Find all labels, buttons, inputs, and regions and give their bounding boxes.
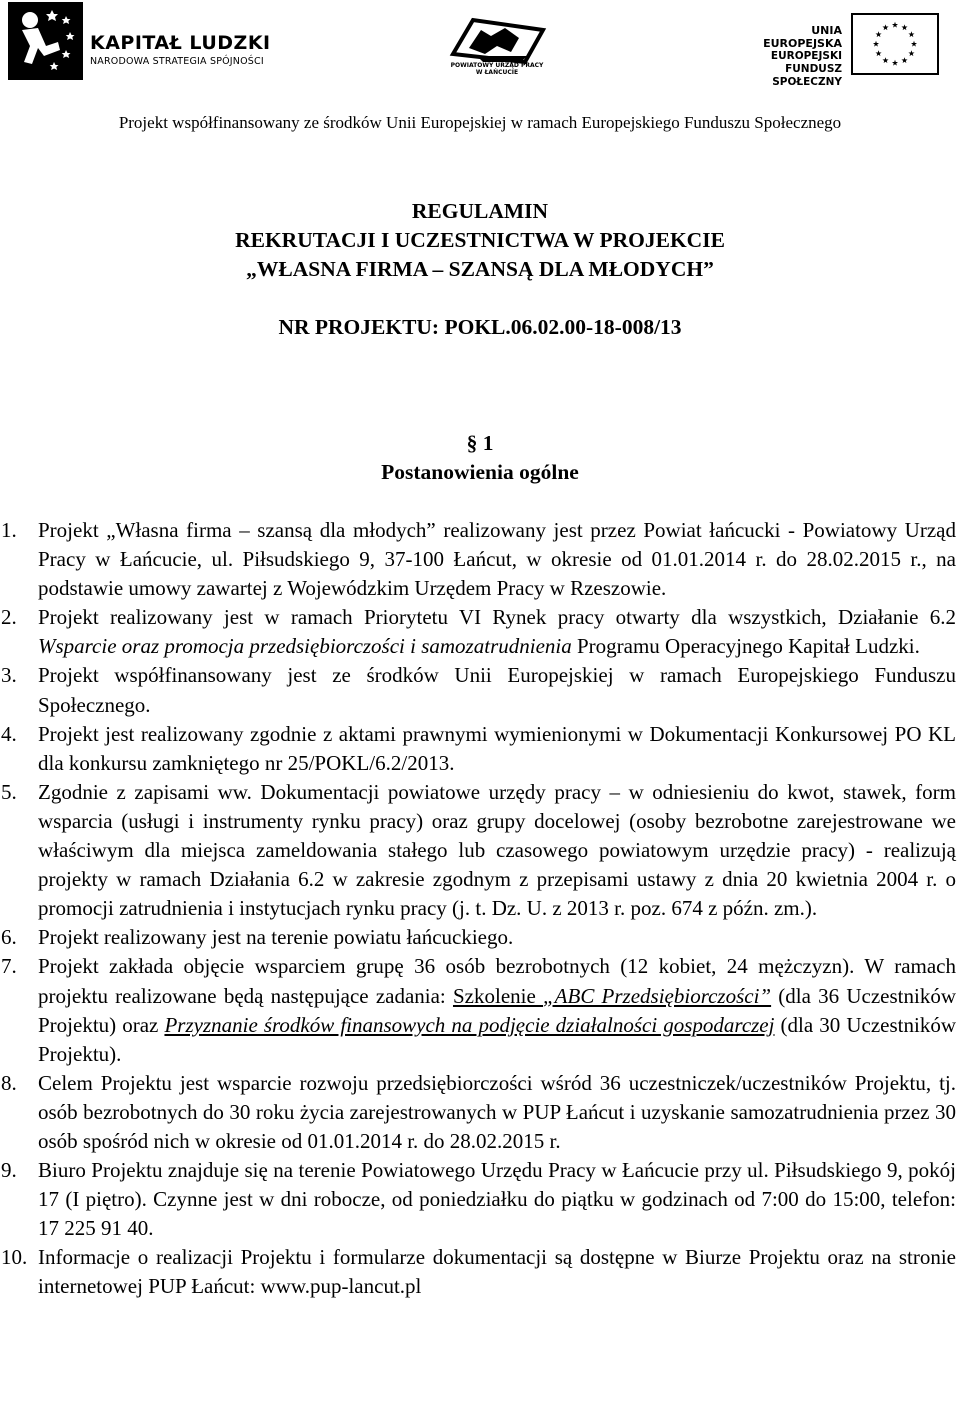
project-number: NR PROJEKTU: POKL.06.02.00-18-008/13 (278, 315, 682, 339)
item-text: Informacje o realizacji Projektu i formularze dokumentacji są dostępne w Biurze Projektu oraz na stronie internetowej PUP Łańcut: www.pup-lancut.pl (38, 1245, 956, 1299)
item-number: 6. (1, 925, 17, 950)
item-number: 8. (1, 1070, 17, 1095)
doc-title-line-3: „WŁASNA FIRMA – SZANSĄ DLA MŁODYCH” (246, 257, 714, 281)
pup-logo-text: POWIATOWY URZĄD PRACY W ŁAŃCUCIE (450, 62, 544, 76)
cofinancing-note: Projekt współfinansowany ze środków Unii Europejskiej w ramach Europejskiego Funduszu Społecznego (118, 113, 842, 132)
item-number: 2. (1, 605, 17, 630)
item-text: Projekt realizowany jest w ramach Priorytetu VI Rynek pracy otwarty dla wszystkich, Działanie 6.2 (38, 605, 956, 630)
section-symbol: § 1 (466, 431, 494, 455)
list-item (0, 923, 960, 952)
item-number: 3. (1, 663, 17, 688)
item-text: Celem Projektu jest wsparcie rozwoju przedsiębiorczości wśród 36 uczestniczek/uczestników Projektu, tj. osób bezrobotnych do 30 roku życia zarejestrowanych w PUP Łańcut i uzyskanie samozatrudnienia przez 30 osób spośród nich w okresie od 01.01.2014 r. do 28.02.2015 r. (38, 1070, 956, 1153)
item-number: 7. (1, 954, 17, 979)
list-item (0, 603, 960, 661)
item-text: Zgodnie z zapisami ww. Dokumentacji powiatowe urzędy pracy – w odniesieniu do kwot, stawek, form wsparcia (usługi i instrumenty rynku pracy) oraz grupy docelowej (osoby bezrobotne zarejestrowane we właściwym dla miejsca zameldowania stałego lub czasowego powiatowym urzędzie pracy) - realizują projekty w ramach Działania 6.2 w zakresie zgodnym z przepisami ustawy z dnia 20 kwietnia 2004 r. o promocji zatrudnienia i instytucjach rynku pracy (j. t. Dz. U. z 2013 r. poz. 674 z późn. zm.). (38, 779, 956, 921)
list-item (0, 720, 960, 778)
list-item (0, 952, 960, 1068)
item-text: Projekt „Własna firma – szansą dla młodych” realizowany jest przez Powiat łańcucki - Powiatowy Urząd Pracy w Łańcucie, ul. Piłsudskiego 9, 37-100 Łańcut, w okresie od 01.01.2014 r. do 28.02.2015 r., na podstawie umowy zawartej z Wojewódzkim Urzędem Pracy w Rzeszowie. (38, 518, 956, 601)
list-item (0, 661, 960, 719)
list-item (0, 1069, 960, 1156)
list-item (0, 778, 960, 923)
item-text: Biuro Projektu znajduje się na terenie Powiatowego Urzędu Pracy w Łańcucie przy ul. Piłsudskiego 9, pokój 17 (I piętro). Czynne jest w dni robocze, od poniedziałku do piątku w godzinach od 7:00 do 15:00, telefon: 17 225 91 40. (38, 1158, 956, 1241)
item-text: (dla 30 Uczestników Projektu). (38, 1012, 956, 1066)
section-heading: Postanowienia ogólne (381, 460, 579, 484)
item-number: 9. (1, 1158, 17, 1183)
provisions-list (0, 516, 960, 1302)
item-text: Projekt zakłada objęcie wsparciem grupę 36 osób bezrobotnych (12 kobiet, 24 mężczyzn). W ramach projektu realizowane będą następujące zadania: (38, 954, 956, 1008)
eu-line-1: UNIA EUROPEJSKA (763, 24, 842, 50)
item-text: Projekt współfinansowany jest ze środków Unii Europejskiej w ramach Europejskiego Funduszu Społecznego. (38, 663, 956, 717)
item-text: Projekt realizowany jest na terenie powiatu łańcuckiego. (38, 925, 514, 950)
item-text: Programu Operacyjnego Kapitał Ludzki. (571, 634, 920, 659)
training-link-text: Szkolenie (452, 983, 543, 1008)
item-number: 5. (1, 779, 17, 804)
kapital-ludzki-subtitle: NARODOWA STRATEGIA SPÓJNOŚCI (90, 56, 264, 67)
eu-line-2: EUROPEJSKI (770, 50, 842, 62)
eu-line-3: FUNDUSZ SPOŁECZNY (772, 63, 842, 88)
eu-flag-icon (851, 13, 939, 75)
item-number: 4. (1, 721, 17, 746)
grant-title: Przyznanie środków finansowych na podjęcie działalności gospodarczej (164, 1012, 775, 1037)
doc-title-line-2: REKRUTACJI I UCZESTNICTWA W PROJEKCIE (235, 228, 725, 252)
item-text: (dla 36 Uczestników Projektu) oraz (38, 983, 956, 1037)
item-text-italic: Wsparcie oraz promocja przedsiębiorczości i samozatrudnienia (38, 634, 572, 659)
eu-text-block (730, 24, 842, 89)
item-number: 10. (1, 1245, 28, 1270)
doc-title-line-1: REGULAMIN (411, 199, 549, 223)
item-text: Projekt jest realizowany zgodnie z aktami prawnymi wymienionymi w Dokumentacji Konkursowej PO KL dla konkursu zamkniętego nr 25/POKL/6.2/2013. (38, 721, 956, 775)
list-item (0, 1243, 960, 1301)
kapital-ludzki-title: KAPITAŁ LUDZKI (90, 32, 271, 54)
training-title: „ABC Przedsiębiorczości” (543, 983, 772, 1008)
list-item (0, 1156, 960, 1243)
page-header (0, 0, 960, 140)
list-item (0, 516, 960, 603)
item-number: 1. (1, 518, 17, 542)
